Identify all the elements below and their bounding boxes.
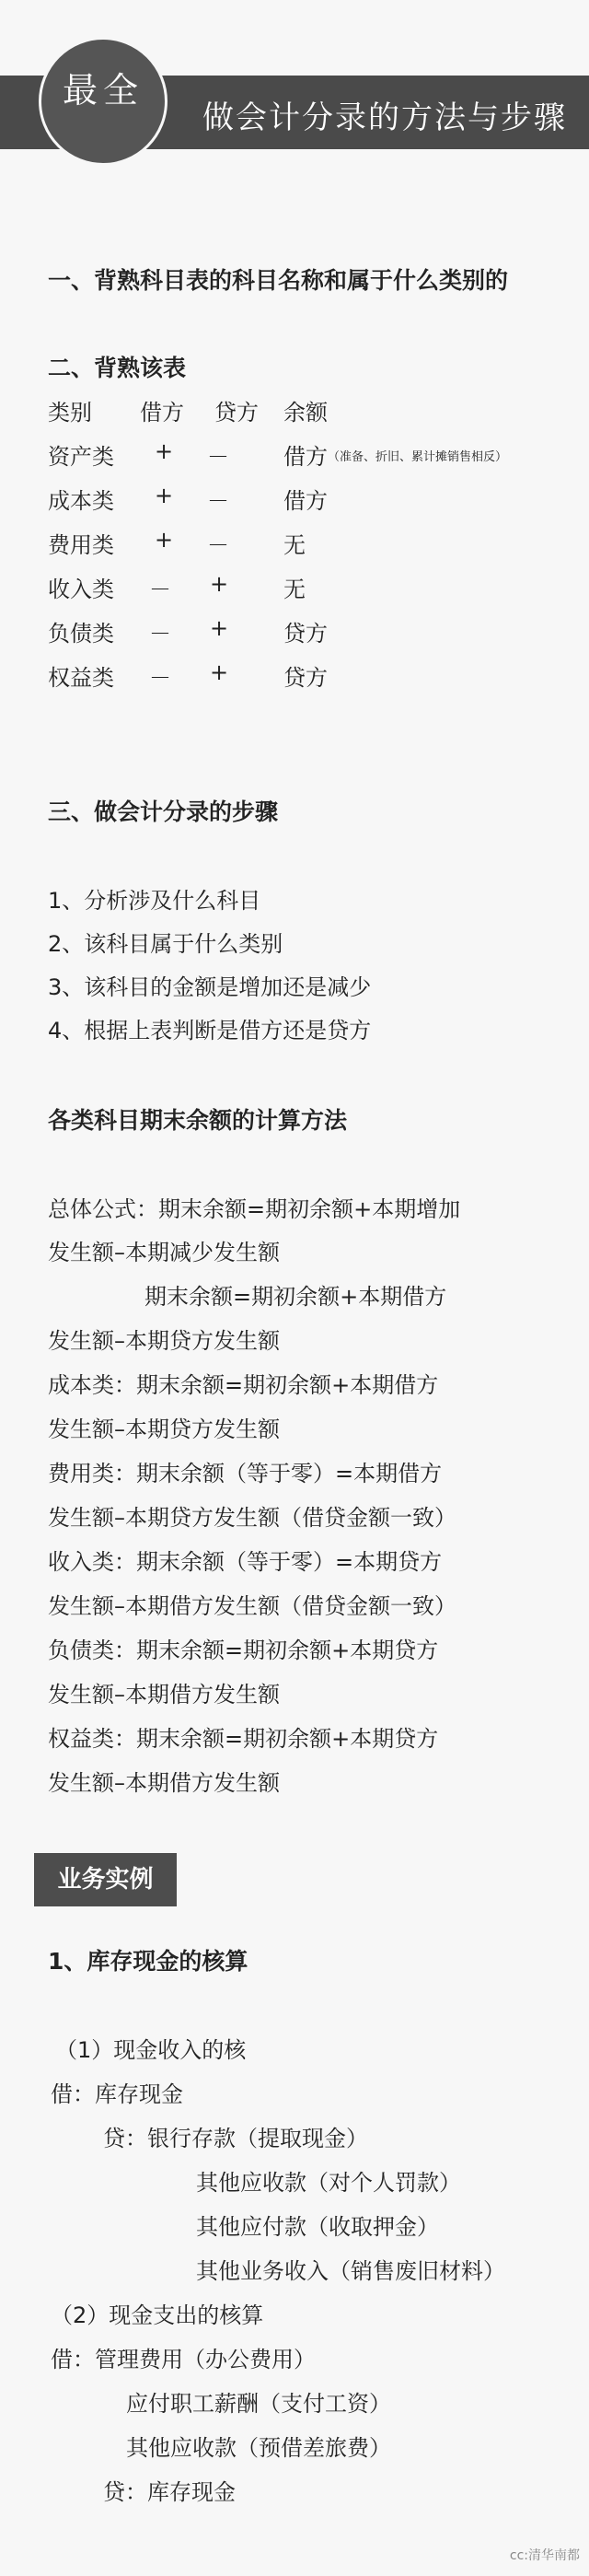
calc-line: 发生额–本期贷方发生额 (48, 1416, 280, 1442)
row-balance: 贷方 (283, 621, 328, 647)
calc-line: 权益类：期末余额=期初余额+本期贷方 (48, 1726, 439, 1752)
calc-line: 发生额–本期贷方发生额（借贷金额一致） (48, 1505, 456, 1531)
row-debit: － (149, 577, 171, 602)
entry-line: 借：库存现金 (51, 2081, 183, 2107)
row-balance: 无 (283, 577, 306, 602)
row-debit: － (149, 665, 171, 691)
business-example-badge: 业务实例 (34, 1853, 177, 1906)
step-item: 1、分析涉及什么科目 (48, 888, 261, 914)
calc-line: 发生额–本期借方发生额 (48, 1682, 280, 1708)
calc-line: 费用类：期末余额（等于零）=本期借方 (48, 1461, 443, 1486)
calc-line: 总体公式：期末余额=期初余额+本期增加 (48, 1196, 461, 1222)
section-1-heading: 一、背熟科目表的科目名称和属于什么类别的 (48, 267, 509, 294)
row-credit: － (207, 444, 229, 470)
table-header-credit: 贷方 (214, 400, 259, 425)
step-item: 4、根据上表判断是借方还是贷方 (48, 1018, 372, 1043)
calc-line: 发生额–本期贷方发生额 (48, 1328, 280, 1354)
business-heading: 1、库存现金的核算 (48, 1948, 248, 1975)
entry-line: 其他应收款（预借差旅费） (126, 2435, 391, 2461)
step-item: 2、该科目属于什么类别 (48, 931, 283, 957)
entry-line: （2）现金支出的核算 (51, 2302, 264, 2328)
row-credit: － (207, 488, 229, 514)
calc-line: 负债类：期末余额=期初余额+本期贷方 (48, 1638, 439, 1663)
row-category: 收入类 (48, 577, 114, 602)
entry-line: 应付职工薪酬（支付工资） (126, 2391, 391, 2417)
row-category: 费用类 (48, 532, 114, 558)
row-debit: － (149, 621, 171, 647)
row-balance: 无 (283, 532, 306, 558)
row-credit: + (210, 571, 229, 597)
banner-badge: 最全 (39, 37, 167, 166)
row-credit: + (210, 615, 229, 641)
table-header-debit: 借方 (140, 400, 184, 425)
calc-line: 期末余额=期初余额+本期借方 (144, 1284, 447, 1310)
watermark: cc:清华南都 (509, 2548, 580, 2563)
entry-line: 其他应付款（收取押金） (196, 2214, 439, 2240)
row-debit: + (155, 438, 174, 464)
section-2-heading: 二、背熟该表 (48, 355, 187, 381)
row-debit: + (155, 527, 174, 553)
entry-line: 其他应收款（对个人罚款） (196, 2170, 461, 2196)
section-3-heading: 三、做会计分录的步骤 (48, 798, 279, 825)
calc-heading: 各类科目期末余额的计算方法 (48, 1107, 348, 1134)
calc-line: 发生额–本期借方发生额 (48, 1770, 280, 1796)
entry-line: （1）现金收入的核 (55, 2037, 247, 2063)
calc-line: 收入类：期末余额（等于零）=本期贷方 (48, 1549, 443, 1575)
entry-line: 贷：库存现金 (103, 2479, 236, 2505)
row-credit: + (210, 659, 229, 685)
row-credit: － (207, 532, 229, 558)
entry-line: 借：管理费用（办公费用） (51, 2347, 316, 2372)
row-note: （准备、折旧、累计摊销售相反） (328, 450, 508, 464)
row-category: 成本类 (48, 488, 114, 514)
entry-line: 其他业务收入（销售废旧材料） (196, 2258, 505, 2284)
entry-line: 贷：银行存款（提取现金） (103, 2126, 368, 2151)
calc-line: 发生额–本期借方发生额（借贷金额一致） (48, 1593, 456, 1619)
row-balance: 借方 (283, 488, 328, 514)
table-header-category: 类别 (48, 400, 92, 425)
row-category: 权益类 (48, 665, 114, 691)
calc-line: 成本类：期末余额=期初余额+本期借方 (48, 1372, 439, 1398)
row-category: 资产类 (48, 444, 114, 470)
row-balance: 贷方 (283, 665, 328, 691)
banner-title: 做会计分录的方法与步骤 (202, 99, 567, 136)
row-balance: 借方 (283, 444, 328, 470)
step-item: 3、该科目的金额是增加还是减少 (48, 974, 372, 1000)
table-header-balance: 余额 (283, 400, 328, 425)
row-debit: + (155, 483, 174, 508)
calc-line: 发生额–本期减少发生额 (48, 1240, 280, 1265)
row-category: 负债类 (48, 621, 114, 647)
